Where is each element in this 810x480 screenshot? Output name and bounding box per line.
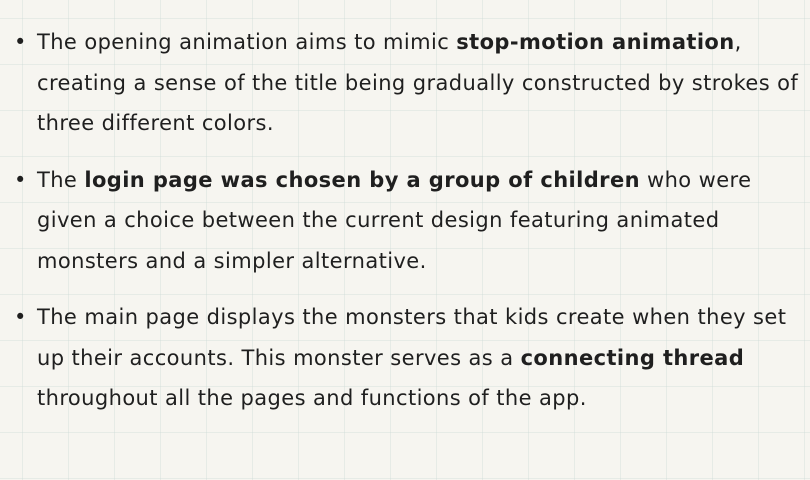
- bullet-item-login-page: [14, 160, 804, 282]
- bullet-dot-icon: •: [14, 305, 27, 329]
- bullet-emphasis: stop-motion animation: [456, 30, 735, 54]
- bullet-item-main-page: [14, 297, 804, 419]
- bullet-text: who were given a choice between the current design featuring animated monsters and a simpler alternative.: [37, 167, 752, 273]
- bullet-text: The: [37, 167, 85, 192]
- bullet-emphasis: connecting thread: [520, 345, 745, 370]
- bullet-emphasis: login page was chosen by a group of children: [84, 167, 640, 192]
- bullet-item-opening-animation: [14, 22, 804, 144]
- bullet-text: throughout all the pages and functions of the app.: [37, 386, 587, 410]
- bullet-list: [14, 22, 804, 419]
- bullet-text: , creating a sense of the title being gradually constructed by strokes of three different colors.: [37, 30, 799, 135]
- bullet-dot-icon: •: [14, 30, 27, 54]
- bullet-dot-icon: •: [14, 167, 27, 192]
- bullet-text: The opening animation aims to mimic: [37, 30, 457, 54]
- bullet-text: The main page displays the monsters that kids create when they set up their accounts. This monster serves as a: [37, 305, 787, 370]
